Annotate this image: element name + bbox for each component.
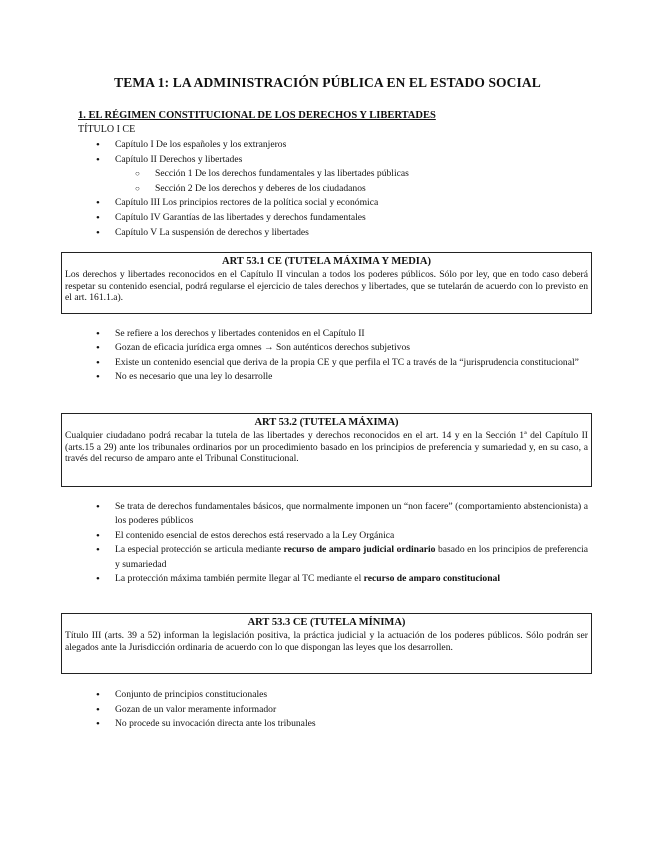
list-item: • Conjunto de principios constitucionales: [78, 688, 588, 703]
document-title: TEMA 1: LA ADMINISTRACIÓN PÚBLICA EN EL ESTADO SOCIAL: [114, 75, 541, 90]
list-item: • Existe un contenido esencial que deriva de la propia CE y que perfila el TC a través de la “jurisprudencia constitucional”: [78, 356, 588, 370]
list-item-emphasis: recurso de amparo constitucional: [363, 573, 500, 585]
article-title: ART 53.2 (TUTELA MÁXIMA): [254, 417, 399, 428]
list-item: • Capítulo V La suspensión de derechos y libertades: [78, 226, 588, 241]
list-item: • Gozan de eficacia jurídica erga omnes → Son auténticos derechos subjetivos: [78, 341, 588, 355]
article-title: ART 53.1 CE (TUTELA MÁXIMA Y MEDIA): [222, 256, 431, 267]
list-item: • Se refiere a los derechos y libertades contenidos en el Capítulo II: [78, 327, 588, 341]
list-item: [78, 572, 588, 586]
bullet-list-53-1: [78, 327, 588, 385]
list-item: • Capítulo II Derechos y libertades: [78, 153, 588, 168]
list-item: • Gozan de un valor meramente informador: [78, 703, 588, 718]
list-item-text: La protección máxima también permite llegar al TC mediante el: [115, 573, 364, 585]
article-text: Título III (arts. 39 a 52) informan la legislación positiva, la práctica judicial y la actuación de los poderes públicos. Sólo podrán ser alegados ante la Jurisdicción ordinaria de acuerdo con lo que dispongan las leyes que los desarrollen.: [65, 630, 588, 653]
section-subtitle: TÍTULO I CE: [78, 124, 136, 135]
list-item: • No procede su invocación directa ante los tribunales: [78, 717, 588, 732]
list-subitem: ○ Sección 1 De los derechos fundamentales y las libertades públicas: [78, 167, 588, 182]
list-item: • Capítulo I De los españoles y los extranjeros: [78, 138, 588, 153]
chapter-list: [78, 138, 588, 240]
article-title: ART 53.3 CE (TUTELA MÍNIMA): [247, 617, 406, 628]
article-box-53-2: [61, 413, 592, 487]
list-item: [78, 543, 588, 572]
list-item-text: basado en los principios de preferencia y sumariedad: [115, 544, 588, 570]
list-item: • Capítulo IV Garantías de las libertades y derechos fundamentales: [78, 211, 588, 226]
section-heading: 1. EL RÉGIMEN CONSTITUCIONAL DE LOS DERECHOS Y LIBERTADES: [78, 110, 436, 121]
article-text: Cualquier ciudadano podrá recabar la tutela de las libertades y derechos reconocidos en el art. 14 y en la Sección 1ª del Capítulo II (arts.15 a 29) ante los tribunales ordinarios por un procedimiento basado en los principios de preferencia y sumariedad y, en su caso, a través del recurso de amparo ante el Tribunal Constitucional.: [65, 430, 588, 465]
list-item: • Capítulo III Los principios rectores de la política social y económica: [78, 196, 588, 211]
list-item: • Se trata de derechos fundamentales básicos, que normalmente imponen un “non facere” (comportamiento abstencionista) a los poderes públicos: [78, 500, 588, 529]
list-item-emphasis: recurso de amparo judicial ordinario: [283, 544, 436, 556]
list-item-text: La especial protección se articula mediante: [115, 544, 284, 556]
article-text: Los derechos y libertades reconocidos en el Capítulo II vinculan a todos los poderes públicos. Sólo por ley, que en todo caso deberá respetar su contenido esencial, podrá regularse el ejercicio de tales derechos y libertades, que se tutelarán de acuerdo con lo previsto en el art. 161.1.a).: [65, 269, 588, 304]
list-item: • No es necesario que una ley lo desarrolle: [78, 370, 588, 384]
bullet-list-53-2: [78, 500, 588, 586]
article-box-53-1: [61, 252, 592, 314]
list-subitem: ○ Sección 2 De los derechos y deberes de los ciudadanos: [78, 182, 588, 197]
list-item: • El contenido esencial de estos derechos está reservado a la Ley Orgánica: [78, 529, 588, 543]
bullet-list-53-3: [78, 688, 588, 732]
article-box-53-3: [61, 613, 592, 674]
